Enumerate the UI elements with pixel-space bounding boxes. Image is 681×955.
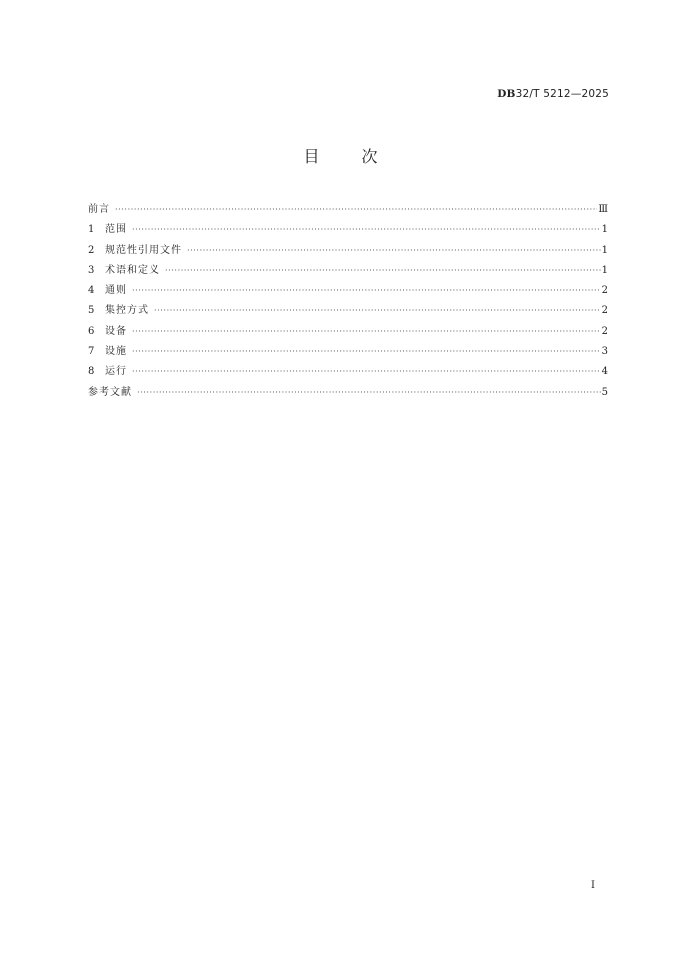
dot-leader <box>115 205 597 214</box>
toc-entry-number: 2 <box>88 244 95 256</box>
toc-entry-number: 6 <box>88 325 95 337</box>
toc-entry-label: 前言 <box>88 204 110 215</box>
dot-leader <box>132 327 601 336</box>
toc-entry-terms-definitions[interactable] <box>88 261 608 281</box>
toc-entry-page: 5 <box>601 386 608 398</box>
toc-entry-label: 通则 <box>105 285 127 297</box>
dot-leader <box>132 225 601 234</box>
toc-entry-label: 规范性引用文件 <box>105 244 182 256</box>
dot-leader <box>132 286 601 295</box>
toc-entry-foreword[interactable] <box>88 200 608 220</box>
toc-entry-label: 设施 <box>105 346 127 358</box>
toc-entry-page: 2 <box>601 305 608 317</box>
dot-leader <box>132 367 601 376</box>
toc-entry-label: 参考文献 <box>88 386 132 398</box>
toc-entry-page: Ⅲ <box>598 204 608 215</box>
toc-entry-general[interactable] <box>88 281 608 301</box>
dot-leader <box>137 388 601 397</box>
toc-entry-label: 设备 <box>105 325 127 337</box>
toc-entry-scope[interactable] <box>88 220 608 240</box>
toc-entry-normative-references[interactable] <box>88 241 608 261</box>
standard-prefix: DB <box>497 88 516 100</box>
toc-entry-label: 范围 <box>105 224 127 236</box>
dot-leader <box>165 266 601 275</box>
toc-entry-number: 7 <box>88 346 95 358</box>
dot-leader <box>132 347 601 356</box>
toc-entry-label: 集控方式 <box>105 305 149 317</box>
toc-entry-number: 1 <box>88 224 95 236</box>
toc-entry-page: 1 <box>601 244 608 256</box>
toc-entry-bibliography[interactable] <box>88 383 608 403</box>
standard-code <box>497 88 609 100</box>
table-of-contents <box>88 200 608 403</box>
toc-entry-facilities[interactable] <box>88 342 608 362</box>
dot-leader <box>187 246 601 255</box>
page-title: 目次 <box>303 147 420 166</box>
toc-entry-centralized-control[interactable] <box>88 301 608 321</box>
toc-entry-number: 4 <box>88 285 95 297</box>
toc-entry-operation[interactable] <box>88 362 608 382</box>
toc-entry-number: 8 <box>88 366 95 378</box>
toc-entry-label: 术语和定义 <box>105 264 160 276</box>
toc-entry-page: 2 <box>601 325 608 337</box>
toc-entry-page: 2 <box>601 285 608 297</box>
toc-entry-number: 3 <box>88 264 95 276</box>
toc-entry-label: 运行 <box>105 366 127 378</box>
toc-entry-equipment[interactable] <box>88 322 608 342</box>
toc-entry-page: 3 <box>601 346 608 358</box>
toc-entry-page: 4 <box>601 366 608 378</box>
toc-entry-page: 1 <box>601 264 608 276</box>
toc-entry-number: 5 <box>88 305 95 317</box>
dot-leader <box>154 306 601 315</box>
page-number: I <box>591 880 595 891</box>
toc-entry-page: 1 <box>601 224 608 236</box>
standard-number: 32/T 5212—2025 <box>515 88 609 100</box>
